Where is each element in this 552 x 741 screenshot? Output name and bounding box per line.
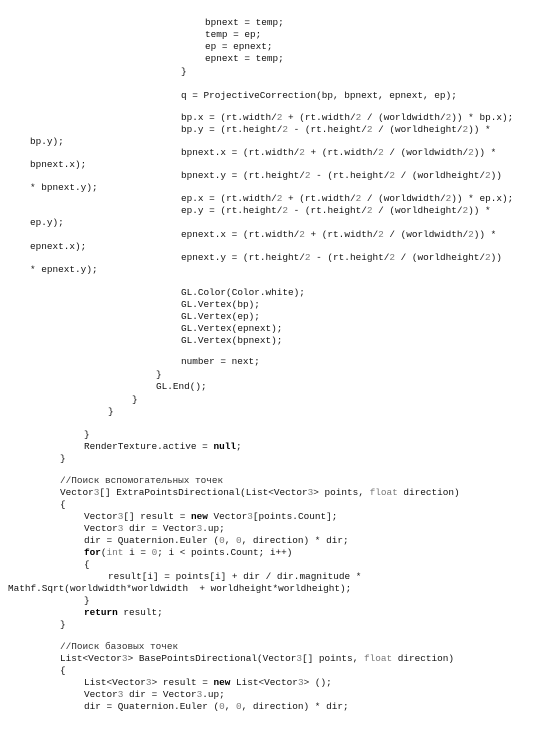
code-line: number = next; xyxy=(181,356,260,367)
code-line: epnext.x = (rt.width/2 + (rt.width/2 / (worldwidth/2)) * xyxy=(181,229,497,240)
code-line: q = ProjectiveCorrection(bp, bpnext, epnext, ep); xyxy=(181,90,457,101)
code-line: GL.Vertex(bp); xyxy=(181,299,260,310)
code-line: Vector3 dir = Vector3.up; xyxy=(84,689,225,700)
code-line: Vector3[] result = new Vector3[points.Count]; xyxy=(84,511,338,522)
code-line: List<Vector3> BasePointsDirectional(Vector3[] points, float direction) xyxy=(60,653,455,664)
code-line: } xyxy=(60,453,66,464)
code-line: Vector3[] ExtraPointsDirectional(List<Vector3> points, float direction) xyxy=(60,487,460,498)
code-line: return result; xyxy=(84,607,163,618)
code-line: result[i] = points[i] + dir / dir.magnitude * xyxy=(108,571,362,582)
code-line: epnext.x); xyxy=(30,241,87,252)
code-line: ep.y); xyxy=(30,217,64,228)
code-line: bpnext.y = (rt.height/2 - (rt.height/2 / (worldheight/2)) xyxy=(181,170,502,181)
code-line: bp.x = (rt.width/2 + (rt.width/2 / (worldwidth/2)) * bp.x); xyxy=(181,112,514,123)
code-line: GL.Vertex(epnext); xyxy=(181,323,283,334)
code-line: ep.x = (rt.width/2 + (rt.width/2 / (worldwidth/2)) * ep.x); xyxy=(181,193,514,204)
code-line: bpnext.x = (rt.width/2 + (rt.width/2 / (worldwidth/2)) * xyxy=(181,147,497,158)
code-line: } xyxy=(132,394,138,405)
code-line: } xyxy=(84,429,90,440)
code-line: } xyxy=(181,66,187,77)
code-line: ep = epnext; xyxy=(205,41,273,52)
code-line: } xyxy=(60,619,66,630)
code-line: epnext.y = (rt.height/2 - (rt.height/2 / (worldheight/2)) xyxy=(181,252,502,263)
code-line: //Поиск базовых точек xyxy=(60,641,179,652)
code-line: epnext = temp; xyxy=(205,53,284,64)
code-line: RenderTexture.active = null; xyxy=(84,441,242,452)
code-line: * bpnext.y); xyxy=(30,182,98,193)
code-line: } xyxy=(156,369,162,380)
code-line: bpnext.x); xyxy=(30,159,87,170)
code-line: dir = Quaternion.Euler (0, 0, direction) * dir; xyxy=(84,701,349,712)
code-line: temp = ep; xyxy=(205,29,262,40)
code-line: GL.Color(Color.white); xyxy=(181,287,305,298)
code-line: List<Vector3> result = new List<Vector3> (); xyxy=(84,677,332,688)
code-line: } xyxy=(108,406,114,417)
code-line: GL.Vertex(ep); xyxy=(181,311,260,322)
code-line: dir = Quaternion.Euler (0, 0, direction) * dir; xyxy=(84,535,349,546)
code-line: Vector3 dir = Vector3.up; xyxy=(84,523,225,534)
code-line: bpnext = temp; xyxy=(205,17,284,28)
code-line: } xyxy=(84,595,90,606)
code-line: ep.y = (rt.height/2 - (rt.height/2 / (worldheight/2)) * xyxy=(181,205,491,216)
code-line: Mathf.Sqrt(worldwidth*worldwidth + worldheight*worldheight); xyxy=(8,583,352,594)
code-line: { xyxy=(84,559,90,570)
code-line: * epnext.y); xyxy=(30,264,98,275)
code-line: for(int i = 0; i < points.Count; i++) xyxy=(84,547,293,558)
code-line: //Поиск вспомогательных точек xyxy=(60,475,224,486)
code-line: GL.End(); xyxy=(156,381,207,392)
code-line: GL.Vertex(bpnext); xyxy=(181,335,283,346)
code-line: bp.y); xyxy=(30,136,64,147)
code-line: { xyxy=(60,665,66,676)
code-line: { xyxy=(60,499,66,510)
code-line: bp.y = (rt.height/2 - (rt.height/2 / (worldheight/2)) * xyxy=(181,124,491,135)
